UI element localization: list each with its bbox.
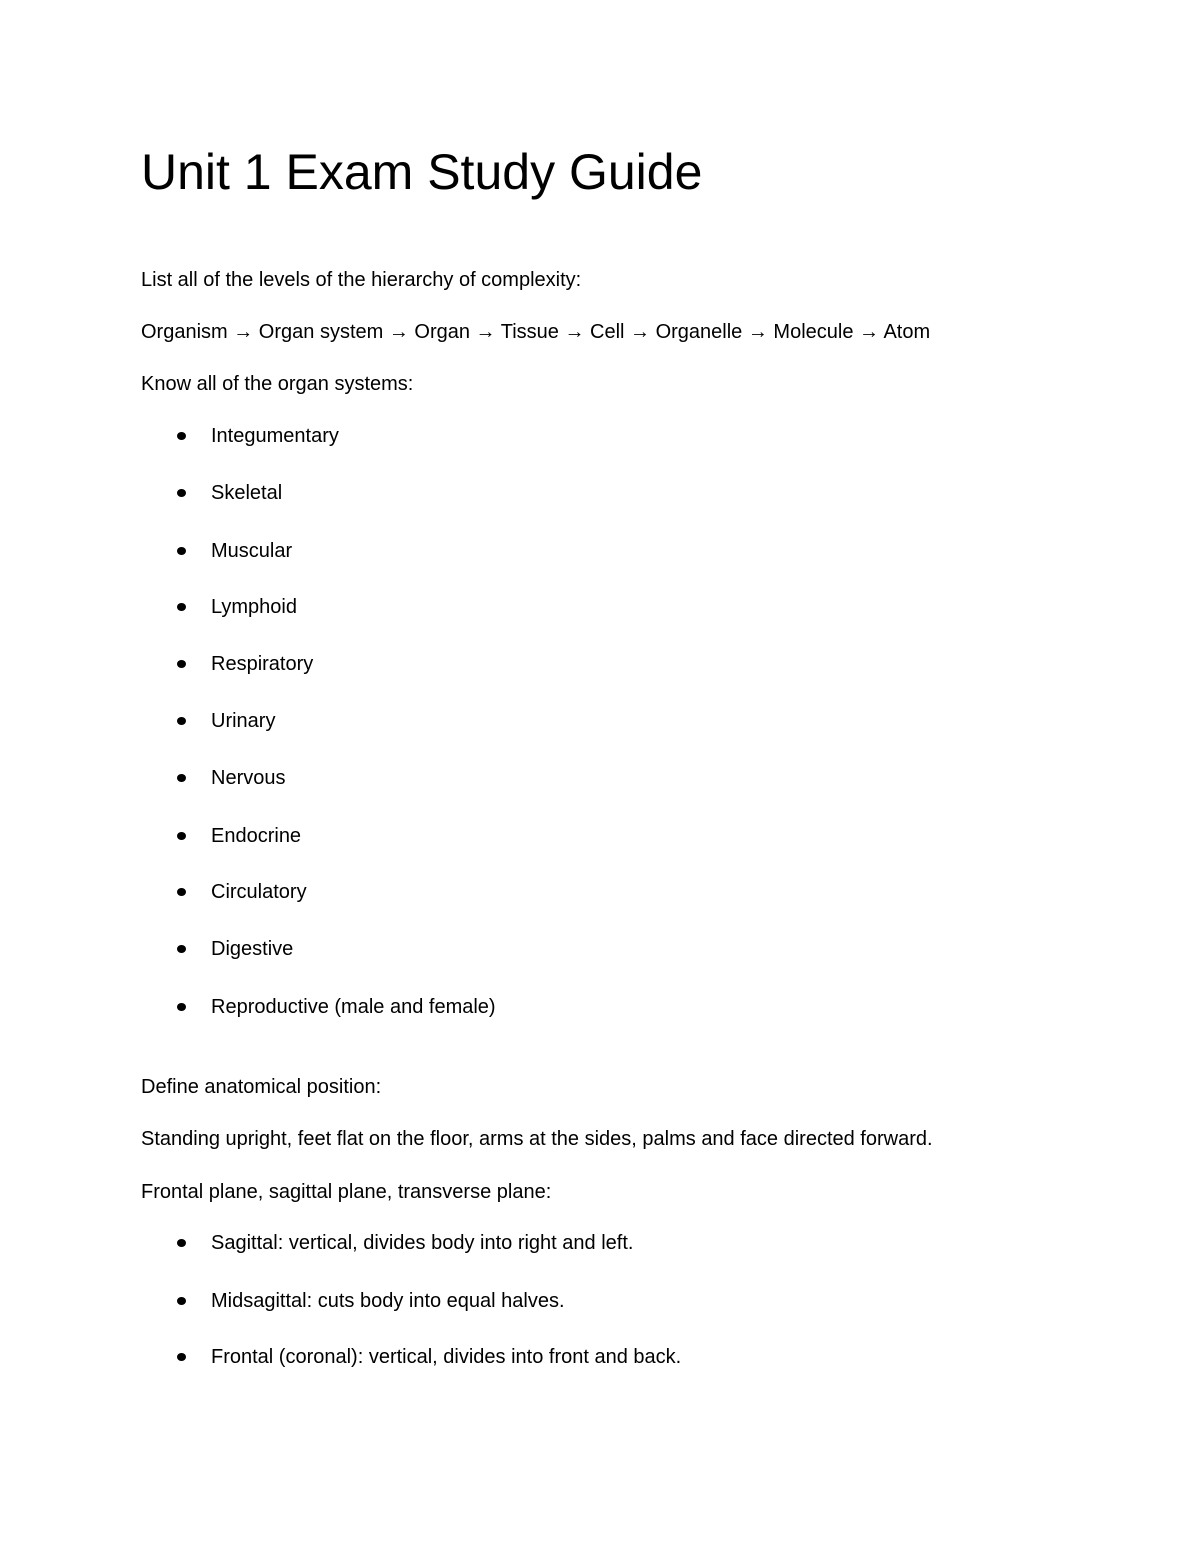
planes-prompt: Frontal plane, sagittal plane, transverse plane:	[141, 1181, 552, 1203]
list-item-text: Integumentary	[211, 425, 339, 447]
bullet-icon	[177, 1297, 186, 1305]
list-item	[0, 539, 1000, 563]
bullet-icon	[177, 547, 186, 555]
list-item	[0, 1231, 1000, 1255]
bullet-icon	[177, 603, 186, 611]
list-item	[0, 709, 1000, 733]
list-item	[0, 652, 1000, 676]
list-item-text: Lymphoid	[211, 596, 297, 618]
list-item	[0, 481, 1000, 505]
page-title: Unit 1 Exam Study Guide	[141, 144, 703, 200]
list-item	[0, 824, 1000, 848]
list-item	[0, 595, 1000, 619]
list-item-text: Skeletal	[211, 482, 283, 504]
list-item-text: Reproductive (male and female)	[211, 996, 496, 1018]
list-item-text: Muscular	[211, 540, 293, 562]
anatomical-position-answer: Standing upright, feet flat on the floor, arms at the sides, palms and face directed forward.	[141, 1128, 933, 1150]
list-item-text: Urinary	[211, 710, 276, 732]
list-item	[0, 424, 1000, 448]
bullet-icon	[177, 1003, 186, 1011]
anatomical-position-prompt: Define anatomical position:	[141, 1076, 382, 1098]
list-item	[0, 937, 1000, 961]
list-item-text: Nervous	[211, 767, 286, 789]
hierarchy-prompt: List all of the levels of the hierarchy of complexity:	[141, 269, 582, 291]
list-item	[0, 766, 1000, 790]
list-item-text: Endocrine	[211, 825, 302, 847]
list-item-text: Circulatory	[211, 881, 307, 903]
list-item	[0, 1345, 1000, 1369]
hierarchy-answer: Organism → Organ system → Organ → Tissue → Cell → Organelle → Molecule → Atom	[141, 321, 931, 343]
bullet-icon	[177, 774, 186, 782]
list-item-text: Sagittal: vertical, divides body into right and left.	[211, 1232, 634, 1254]
bullet-icon	[177, 660, 186, 668]
list-item-text: Digestive	[211, 938, 294, 960]
bullet-icon	[177, 945, 186, 953]
organ-systems-prompt: Know all of the organ systems:	[141, 373, 414, 395]
list-item-text: Respiratory	[211, 653, 314, 675]
bullet-icon	[177, 832, 186, 840]
bullet-icon	[177, 1239, 186, 1247]
bullet-icon	[177, 489, 186, 497]
bullet-icon	[177, 888, 186, 896]
list-item	[0, 880, 1000, 904]
list-item	[0, 1289, 1000, 1313]
list-item-text: Midsagittal: cuts body into equal halves.	[211, 1290, 565, 1312]
bullet-icon	[177, 432, 186, 440]
bullet-icon	[177, 1353, 186, 1361]
bullet-icon	[177, 717, 186, 725]
list-item	[0, 995, 1000, 1019]
list-item-text: Frontal (coronal): vertical, divides into front and back.	[211, 1346, 682, 1368]
